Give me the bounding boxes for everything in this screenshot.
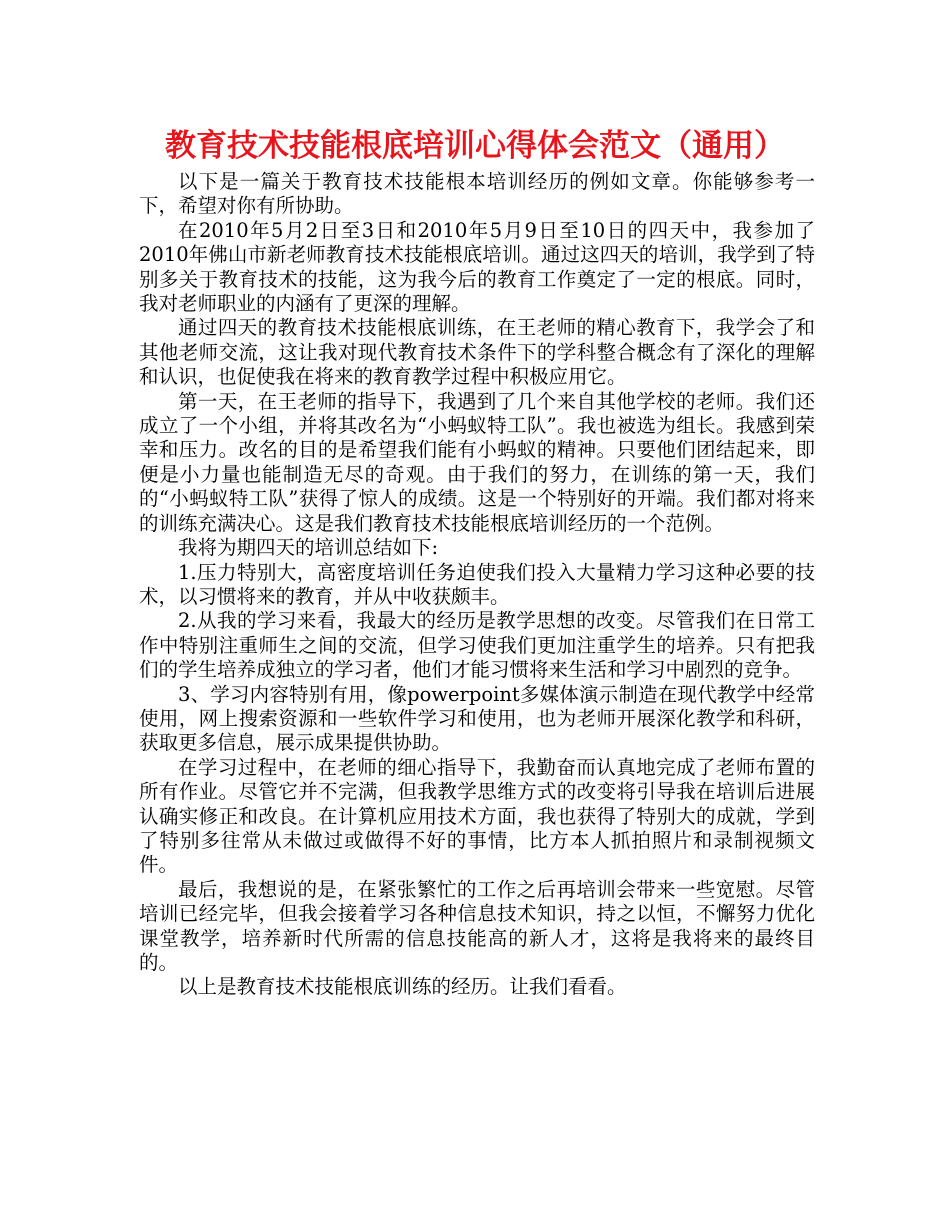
paragraph: 1.压力特别大，高密度培训任务迫使我们投入大量精力学习这种必要的技术，以习惯将来的教育，并从中收获颇丰。 bbox=[139, 560, 815, 608]
paragraph: 2.从我的学习来看，我最大的经历是教学思想的改变。尽管我们在日常工作中特别注重师生之间的交流，但学习使我们更加注重学生的培养。只有把我们的学生培养成独立的学习者，他们才能习惯将来生活和学习中剧烈的竞争。 bbox=[139, 609, 815, 682]
paragraph: 在学习过程中，在老师的细心指导下，我勤奋而认真地完成了老师布置的所有作业。尽管它并不完满，但我教学思维方式的改变将引导我在培训后进展认确实修正和改良。在计算机应用技术方面，我也获得了特别大的成就，学到了特别多往常从未做过或做得不好的事情，比方本人抓拍照片和录制视频文件。 bbox=[139, 755, 815, 877]
paragraph: 第一天，在王老师的指导下，我遇到了几个来自其他学校的老师。我们还成立了一个小组，并将其改名为“小蚂蚁特工队”。我也被选为组长。我感到荣幸和压力。改名的目的是希望我们能有小蚂蚁的精神。只要他们团结起来，即便是小力量也能制造无尽的奇观。由于我们的努力，在训练的第一天，我们的“小蚂蚁特工队”获得了惊人的成绩。这是一个特别好的开端。我们都对将来的训练充满决心。这是我们教育技术技能根底培训经历的一个范例。 bbox=[139, 389, 815, 535]
paragraph: 以下是一篇关于教育技术技能根本培训经历的例如文章。你能够参考一下，希望对你有所协助。 bbox=[139, 170, 815, 218]
paragraph: 在2010年5月2日至3日和2010年5月9日至10日的四天中，我参加了2010年佛山市新老师教育技术技能根底培训。通过这四天的培训，我学到了特别多关于教育技术的技能，这为我今后的教育工作奠定了一定的根底。同时，我对老师职业的内涵有了更深的理解。 bbox=[139, 218, 815, 316]
paragraph: 最后，我想说的是，在紧张繁忙的工作之后再培训会带来一些宽慰。尽管培训已经完毕，但我会接着学习各种信息技术知识，持之以恒，不懈努力优化课堂教学，培养新时代所需的信息技能高的新人才，这将是我将来的最终目的。 bbox=[139, 877, 815, 974]
document-title: 教育技术技能根底培训心得体会范文（通用） bbox=[165, 128, 785, 164]
paragraph: 3、学习内容特别有用，像powerpoint多媒体演示制造在现代教学中经常使用，网上搜索资源和一些软件学习和使用，也为老师开展深化教学和科研，获取更多信息，展示成果提供协助。 bbox=[139, 682, 815, 755]
paragraph: 通过四天的教育技术技能根底训练，在王老师的精心教育下，我学会了和其他老师交流，这让我对现代教育技术条件下的学科整合概念有了深化的理解和认识，也促使我在将来的教育教学过程中积极应用它。 bbox=[139, 316, 815, 389]
document-body bbox=[139, 170, 815, 1000]
paragraph: 我将为期四天的培训总结如下: bbox=[178, 536, 439, 560]
paragraph: 以上是教育技术技能根底训练的经历。让我们看看。 bbox=[178, 975, 627, 999]
